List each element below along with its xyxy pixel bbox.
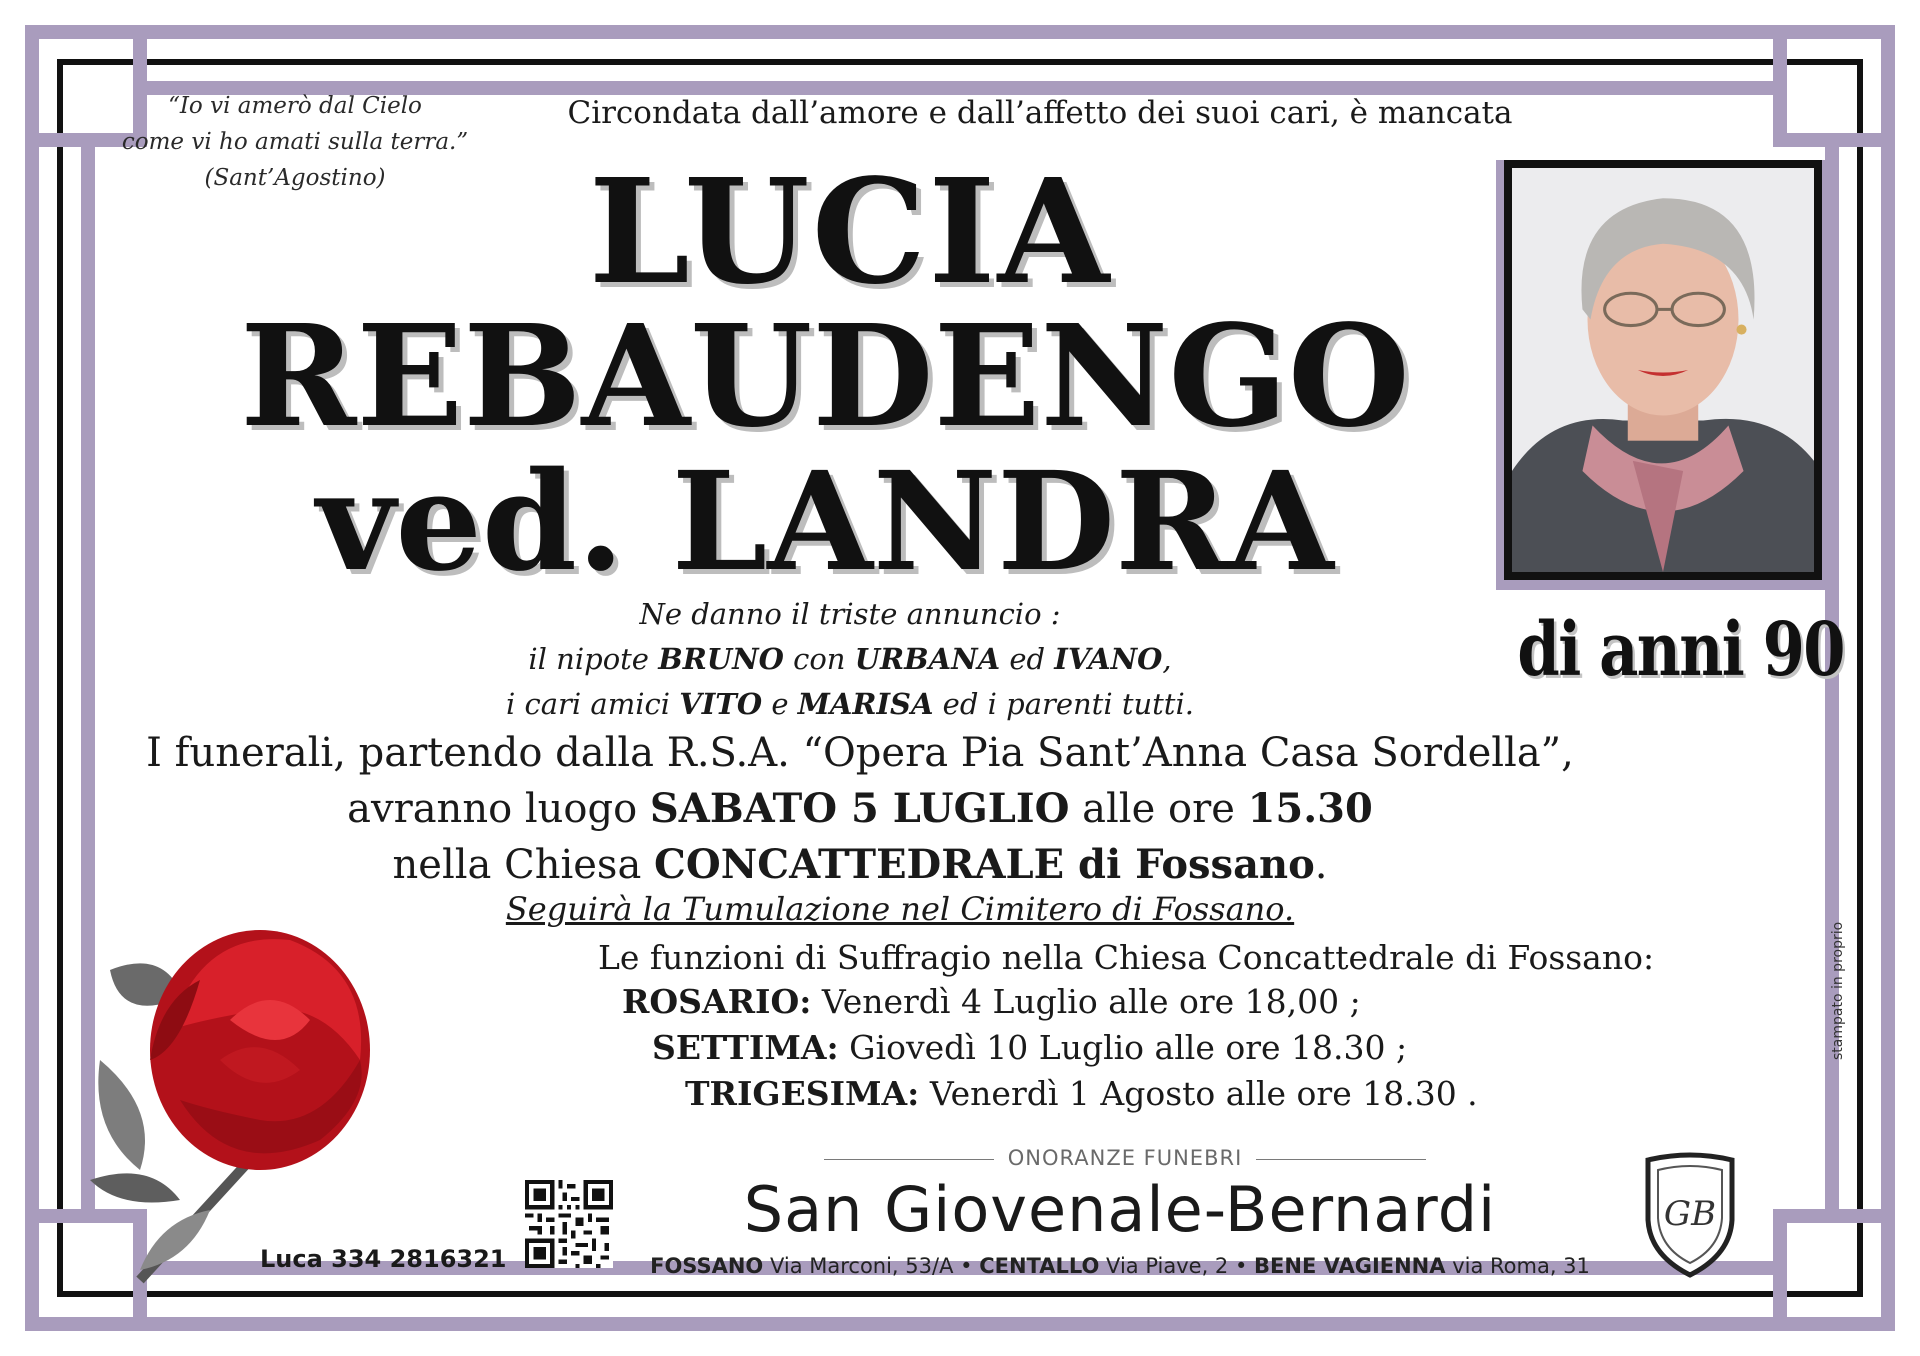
service-trigesima: TRIGESIMA: Venerdì 1 Agosto alle ore 18.30 .: [685, 1074, 1478, 1113]
company-category: ONORANZE FUNEBRI: [800, 1146, 1450, 1170]
portrait-image: [1512, 168, 1814, 572]
logo-monogram: GB: [1663, 1194, 1717, 1234]
announcement-line-1: Ne danno il triste annuncio :: [639, 597, 1061, 631]
funeral-line-1: I funerali, partendo dalla R.S.A. “Opera Pia Sant’Anna Casa Sordella”,: [146, 730, 1574, 776]
service-settima: SETTIMA: Giovedì 10 Luglio alle ore 18.30 ;: [652, 1028, 1408, 1067]
company-addresses: FOSSANO Via Marconi, 53/A • CENTALLO Via Piave, 2 • BENE VAGIENNA via Roma, 31: [650, 1254, 1590, 1278]
announcement-line-3: i cari amici VITO e MARISA ed i parenti tutti.: [506, 687, 1194, 721]
announcement-block: [380, 592, 1320, 727]
announcement-line-2: il nipote BRUNO con URBANA ed IVANO,: [528, 642, 1172, 676]
quote-line-2: come vi ho amati sulla terra.”: [121, 129, 469, 155]
funeral-line-3: nella Chiesa CONCATTEDRALE di Fossano.: [392, 841, 1328, 888]
contact-phone: Luca 334 2816321: [260, 1245, 507, 1273]
intro-line: Circondata dall’amore e dall’affetto dei suoi cari, è mancata: [567, 95, 1513, 131]
company-shield-logo: [1640, 1150, 1740, 1280]
quote-line-1: “Io vi amerò dal Cielo: [168, 93, 422, 119]
services-header: Le funzioni di Suffragio nella Chiesa Concattedrale di Fossano:: [598, 938, 1655, 977]
deceased-married-name: ved. LANDRA: [316, 442, 1334, 602]
company-name: San Giovenale-Bernardi: [743, 1173, 1497, 1246]
print-note: stampato in proprio: [1830, 921, 1846, 1060]
funeral-line-2: avranno luogo SABATO 5 LUGLIO alle ore 15.30: [347, 785, 1373, 832]
deceased-surname: REBAUDENGO: [240, 295, 1410, 459]
qr-code: [525, 1180, 613, 1268]
portrait-photo: [1504, 160, 1822, 580]
red-rose-image: [80, 910, 440, 1290]
age-label: di anni 90: [1517, 607, 1844, 693]
funeral-details: [120, 725, 1600, 893]
quote-author: (Sant’Agostino): [204, 165, 386, 191]
portrait-photo-frame: [1496, 160, 1826, 590]
deceased-first-name: LUCIA: [588, 147, 1112, 316]
service-rosario: ROSARIO: Venerdì 4 Luglio alle ore 18,00 ;: [622, 982, 1361, 1021]
burial-note: Seguirà la Tumulazione nel Cimitero di Fossano.: [505, 890, 1295, 928]
